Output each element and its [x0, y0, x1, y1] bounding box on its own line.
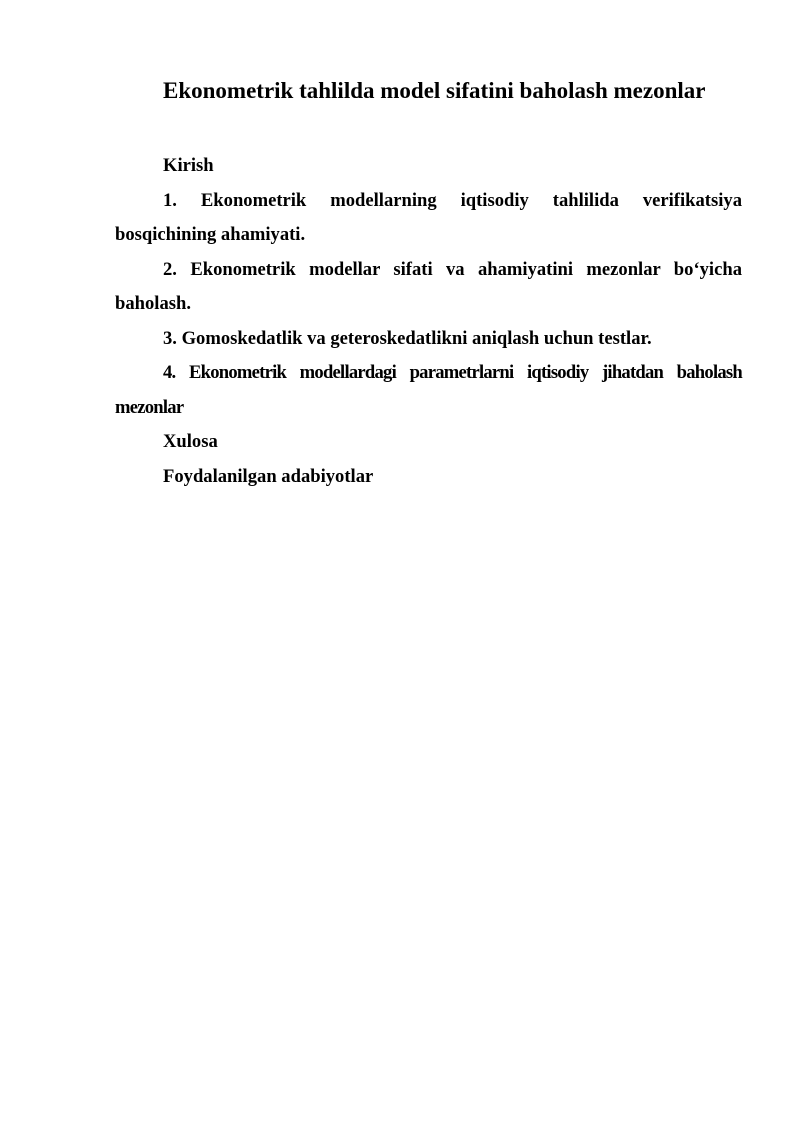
- table-of-contents: [115, 149, 742, 494]
- toc-item-conclusion: Xulosa: [163, 431, 218, 452]
- document-title: Ekonometrik tahlilda model sifatini baholash mezonlar: [163, 78, 706, 103]
- toc-item-section-1: 1. Ekonometrik modellarning iqtisodiy tahlilida verifikatsiya bosqichining ahamiyati.: [115, 189, 742, 245]
- toc-item-section-4: 4. Ekonometrik modellardagi parametrlarni iqtisodiy jihatdan baholash mezonlar: [115, 362, 742, 418]
- toc-item-section-2: 2. Ekonometrik modellar sifati va ahamiyatini mezonlar bo‘yicha baholash.: [115, 258, 742, 314]
- toc-item-introduction: Kirish: [163, 155, 214, 176]
- toc-item-references: Foydalanilgan adabiyotlar: [163, 465, 374, 487]
- toc-item-section-3: 3. Gomoskedatlik va geteroskedatlikni aniqlash uchun testlar.: [163, 327, 652, 349]
